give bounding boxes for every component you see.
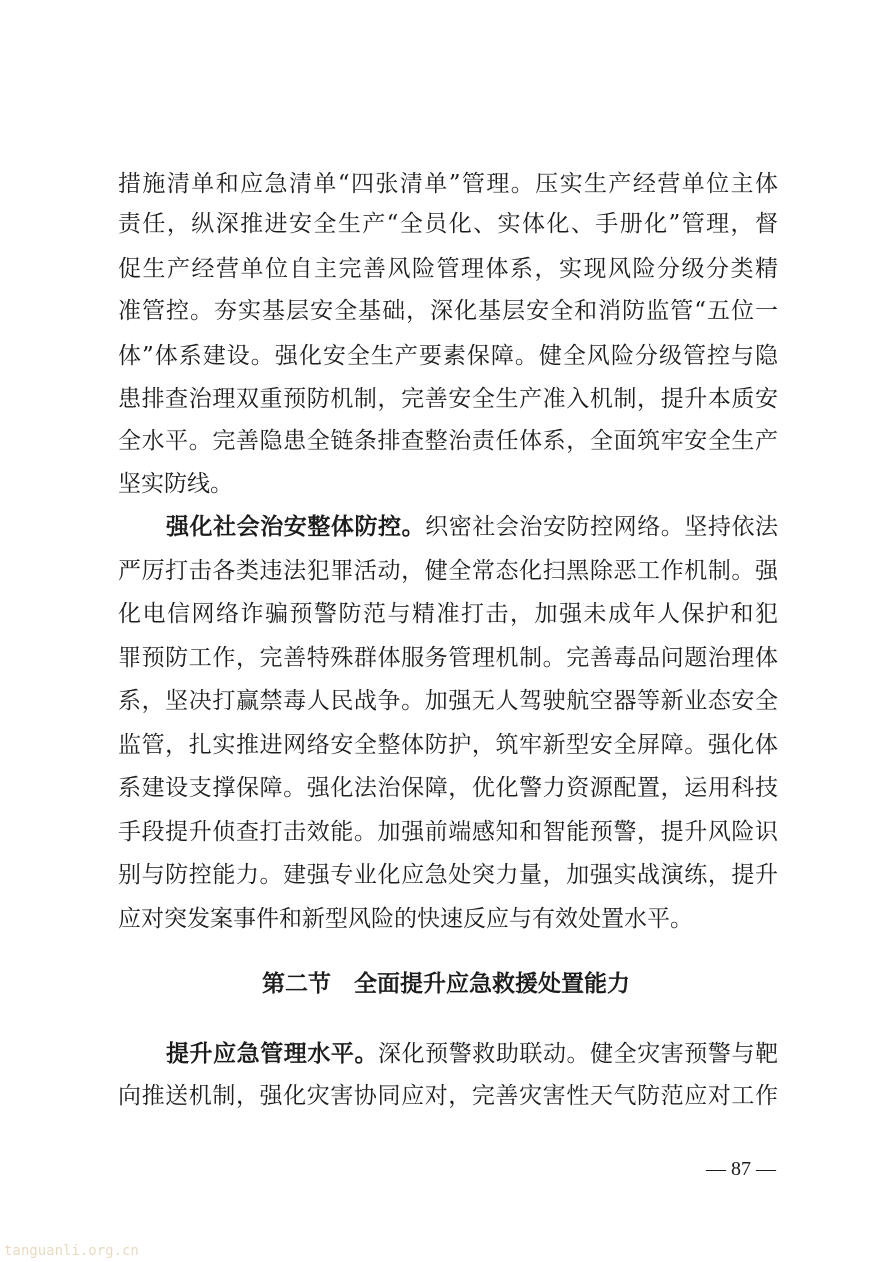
source-watermark: tanguanli.org.cn — [4, 1243, 139, 1259]
body-text-line: 应对突发案事件和新型风险的快速反应与有效处置水平。 — [118, 906, 693, 932]
body-text-line: 系建设支撑保障。强化法治保障，优化警力资源配置，运用科技 — [118, 775, 778, 801]
paragraph-lead-heading: 强化社会治安整体防控。 — [166, 514, 426, 540]
body-text-line: 责任，纵深推进安全生产“全员化、实体化、手册化”管理，督 — [118, 211, 778, 237]
body-text-line: 罪预防工作，完善特殊群体服务管理机制。完善毒品问题治理体 — [118, 645, 778, 671]
body-text-line: 向推送机制，强化灾害协同应对，完善灾害性天气防范应对工作 — [118, 1083, 778, 1109]
body-text-line: 准管控。夯实基层安全基础，深化基层安全和消防监管“五位一 — [118, 298, 778, 324]
body-text-line: 坚实防线。 — [118, 471, 233, 497]
body-text-line: 全水平。完善隐患全链条排查整治责任体系，全面筑牢安全生产 — [118, 428, 778, 454]
paragraph-lead-heading: 提升应急管理水平。 — [166, 1041, 379, 1067]
body-text-line: 患排查治理双重预防机制，完善安全生产准入机制，提升本质安 — [118, 386, 778, 412]
section-heading: 第二节 全面提升应急救援处置能力 — [262, 971, 630, 997]
body-text-line: 体”体系建设。强化安全生产要素保障。健全风险分级管控与隐 — [118, 343, 778, 369]
body-text-line: 严厉打击各类违法犯罪活动，健全常态化扫黑除恶工作机制。强 — [118, 558, 778, 584]
page-number: — 87 — — [706, 1158, 776, 1180]
body-text-line: 措施清单和应急清单“四张清单”管理。压实生产经营单位主体 — [118, 171, 778, 197]
body-text-line: 别与防控能力。建强专业化应急处突力量，加强实战演练，提升 — [118, 862, 778, 888]
body-text-line: 系，坚决打赢禁毒人民战争。加强无人驾驶航空器等新业态安全 — [118, 688, 778, 714]
body-text-line: 化电信网络诈骗预警防范与精准打击，加强未成年人保护和犯 — [118, 601, 778, 627]
paragraph-lead-text: 织密社会治安防控网络。坚持依法 — [425, 514, 778, 540]
body-text-line: 手段提升侦查打击效能。加强前端感知和智能预警，提升风险识 — [118, 819, 778, 845]
body-text-line: 促生产经营单位自主完善风险管理体系，实现风险分级分类精 — [118, 256, 778, 282]
paragraph-first-line — [166, 1034, 778, 1074]
paragraph-first-line — [166, 507, 778, 547]
paragraph-lead-text: 深化预警救助联动。健全灾害预警与靶 — [378, 1041, 778, 1067]
body-text-line: 监管，扎实推进网络安全整体防护，筑牢新型安全屏障。强化体 — [118, 732, 778, 758]
